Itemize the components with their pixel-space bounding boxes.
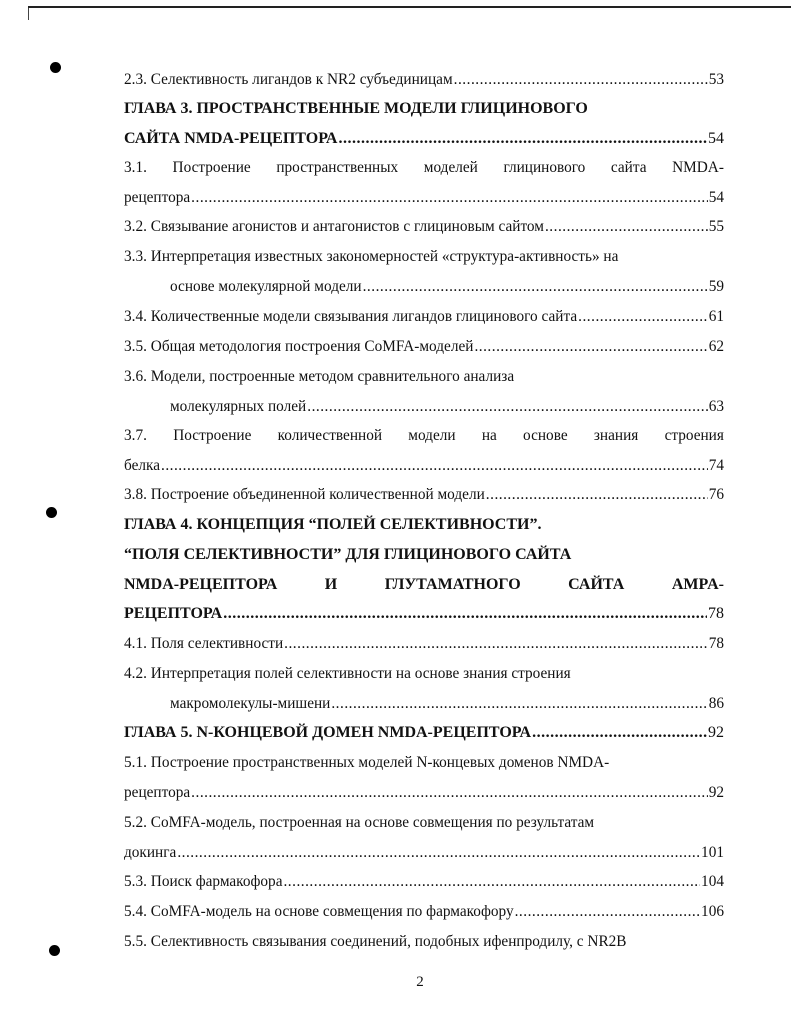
toc-entry-label: молекулярных полей <box>170 398 307 415</box>
toc-entry-label: 3.8. Построение объединенной количественной модели <box>124 486 485 503</box>
toc-entry-3-7-cont[interactable] <box>124 456 724 476</box>
toc-leader-dots <box>363 277 708 297</box>
toc-page-number: 104 <box>701 873 724 890</box>
toc-leader-dots <box>474 337 707 357</box>
toc-entry-3-8[interactable] <box>124 485 724 505</box>
toc-entry-2-3[interactable] <box>124 70 724 90</box>
binder-hole-dot <box>50 62 61 73</box>
toc-entry-label: 3.3. Интерпретация известных закономерностей «структура-активность» на <box>124 248 619 265</box>
toc-chapter-4-title-2[interactable] <box>124 545 724 565</box>
toc-page-number: 78 <box>708 605 724 622</box>
toc-page-number: 54 <box>708 189 724 206</box>
toc-entry-3-2[interactable] <box>124 217 724 237</box>
toc-chapter-3[interactable] <box>124 129 724 149</box>
toc-word: Построение <box>173 427 252 444</box>
toc-word: основе <box>523 427 568 444</box>
toc-leader-dots <box>515 902 700 922</box>
toc-word: САЙТА <box>568 576 625 593</box>
toc-word: NMDA- <box>672 159 724 176</box>
toc-chapter-5[interactable] <box>124 723 724 743</box>
toc-leader-dots <box>283 872 700 892</box>
toc-word: AMPA- <box>671 576 724 593</box>
chapter-heading-line: ГЛАВА 5. N-КОНЦЕВОЙ ДОМЕН NMDA-РЕЦЕПТОРА <box>124 724 532 741</box>
toc-entry-3-5[interactable] <box>124 337 724 357</box>
toc-entry-label: 4.1. Поля селективности <box>124 635 284 652</box>
toc-leader-dots <box>191 783 708 803</box>
toc-page-number: 63 <box>708 398 724 415</box>
toc-entry-5-2-cont[interactable] <box>124 843 724 863</box>
toc-page-number: 78 <box>708 635 724 652</box>
toc-entry-5-2[interactable] <box>124 813 724 833</box>
toc-chapter-4-title[interactable] <box>124 515 724 535</box>
toc-leader-dots <box>223 604 707 624</box>
toc-word: ГЛУТАМАТНОГО <box>384 576 521 593</box>
chapter-heading-line: “ПОЛЯ СЕЛЕКТИВНОСТИ” ДЛЯ ГЛИЦИНОВОГО САЙТА <box>124 546 572 563</box>
toc-entry-label: 3.4. Количественные модели связывания лигандов глицинового сайта <box>124 308 578 325</box>
toc-entry-5-3[interactable] <box>124 872 724 892</box>
toc-entry-4-1[interactable] <box>124 634 724 654</box>
toc-entry-5-5[interactable] <box>124 932 724 952</box>
toc-leader-dots <box>338 129 707 149</box>
chapter-heading-line: САЙТА NMDA-РЕЦЕПТОРА <box>124 130 338 147</box>
toc-word: модели <box>408 427 456 444</box>
toc-leader-dots <box>161 456 708 476</box>
toc-page-number: 92 <box>708 724 724 741</box>
toc-entry-label: 5.2. CoMFA-модель, построенная на основе совмещения по результатам <box>124 814 595 831</box>
toc-entry-label: 3.2. Связывание агонистов и антагонистов с глициновым сайтом <box>124 218 544 235</box>
toc-leader-dots <box>532 723 707 743</box>
toc-word: 3.7. <box>124 427 147 444</box>
toc-entry-5-4[interactable] <box>124 902 724 922</box>
toc-entry-label: 3.5. Общая методология построения CoMFA-моделей <box>124 338 474 355</box>
toc-leader-dots <box>545 217 708 237</box>
toc-entry-label: 5.4. CoMFA-модель на основе совмещения по фармакофору <box>124 903 514 920</box>
toc-page-number: 92 <box>708 784 724 801</box>
toc-leader-dots <box>486 485 708 505</box>
toc-word: пространственных <box>276 159 399 176</box>
toc-leader-dots <box>191 188 708 208</box>
scan-top-border <box>28 6 791 8</box>
toc-entry-label: 4.2. Интерпретация полей селективности на основе знания строения <box>124 665 571 682</box>
toc-word: моделей <box>423 159 478 176</box>
toc-entry-label: 5.3. Поиск фармакофора <box>124 873 283 890</box>
toc-word: на <box>481 427 497 444</box>
toc-entry-label: макромолекулы-мишени <box>170 695 331 712</box>
toc-entry-label: рецептора <box>124 189 191 206</box>
binder-hole-dot <box>46 507 57 518</box>
toc-chapter-3-title[interactable] <box>124 99 724 119</box>
toc-word: глицинового <box>503 159 586 176</box>
toc-entry-label: 5.5. Селективность связывания соединений, подобных ифенпродилу, с NR2B <box>124 933 627 950</box>
toc-page-number: 76 <box>708 486 724 503</box>
toc-page-number: 62 <box>708 338 724 355</box>
toc-entry-3-1[interactable] <box>124 158 724 178</box>
toc-entry-3-7[interactable] <box>124 426 724 446</box>
chapter-heading-line: РЕЦЕПТОРА <box>124 605 223 622</box>
toc-word: сайта <box>610 159 647 176</box>
chapter-heading-line: ГЛАВА 3. ПРОСТРАНСТВЕННЫЕ МОДЕЛИ ГЛИЦИНОВОГО <box>124 100 588 117</box>
toc-word: количественной <box>277 427 383 444</box>
binder-hole-dot <box>49 945 60 956</box>
toc-page-number: 54 <box>708 130 724 147</box>
toc-entry-5-1[interactable] <box>124 753 724 773</box>
toc-leader-dots <box>578 307 708 327</box>
toc-entry-5-1-cont[interactable] <box>124 783 724 803</box>
toc-entry-3-4[interactable] <box>124 307 724 327</box>
toc-page-number: 61 <box>708 308 724 325</box>
toc-leader-dots <box>307 397 707 417</box>
toc-entry-label: 5.1. Построение пространственных моделей N-концевых доменов NMDA- <box>124 754 610 771</box>
toc-leader-dots <box>284 634 708 654</box>
toc-page-number: 86 <box>708 695 724 712</box>
toc-entry-3-1-cont[interactable] <box>124 188 724 208</box>
toc-entry-label: докинга <box>124 844 177 861</box>
toc-entry-3-3[interactable] <box>124 247 724 267</box>
page-number: 2 <box>416 974 424 990</box>
toc-word: строения <box>664 427 724 444</box>
toc-entry-label: белка <box>124 457 160 474</box>
toc-entry-4-2[interactable] <box>124 664 724 684</box>
toc-word: Построение <box>172 159 251 176</box>
toc-chapter-4-title-3[interactable] <box>124 575 724 595</box>
toc-page-number: 74 <box>708 457 724 474</box>
toc-entry-3-6-cont[interactable] <box>170 397 724 417</box>
toc-page-number: 55 <box>708 218 724 235</box>
toc-word: 3.1. <box>124 159 147 176</box>
toc-page-number: 101 <box>701 844 724 861</box>
toc-entry-label: 3.6. Модели, построенные методом сравнительного анализа <box>124 368 515 385</box>
toc-entry-4-2-cont[interactable] <box>170 694 724 714</box>
toc-entry-label: основе молекулярной модели <box>170 278 362 295</box>
scan-top-mark <box>28 8 29 20</box>
toc-page-number: 106 <box>701 903 724 920</box>
toc-chapter-4[interactable] <box>124 604 724 624</box>
toc-entry-3-6[interactable] <box>124 367 724 387</box>
toc-page-number: 53 <box>708 71 724 88</box>
toc-entry-label: 2.3. Селективность лигандов к NR2 субъединицам <box>124 71 453 88</box>
toc-leader-dots <box>177 843 700 863</box>
toc-entry-3-3-cont[interactable] <box>170 277 724 297</box>
toc-word: знания <box>593 427 639 444</box>
toc-page-number: 59 <box>708 278 724 295</box>
toc-word: И <box>324 576 338 593</box>
toc-leader-dots <box>454 70 708 90</box>
toc-word: NMDA-РЕЦЕПТОРА <box>124 576 278 593</box>
chapter-heading-line: ГЛАВА 4. КОНЦЕПЦИЯ “ПОЛЕЙ СЕЛЕКТИВНОСТИ”. <box>124 516 542 533</box>
toc-entry-label: рецептора <box>124 784 191 801</box>
toc-leader-dots <box>331 694 707 714</box>
